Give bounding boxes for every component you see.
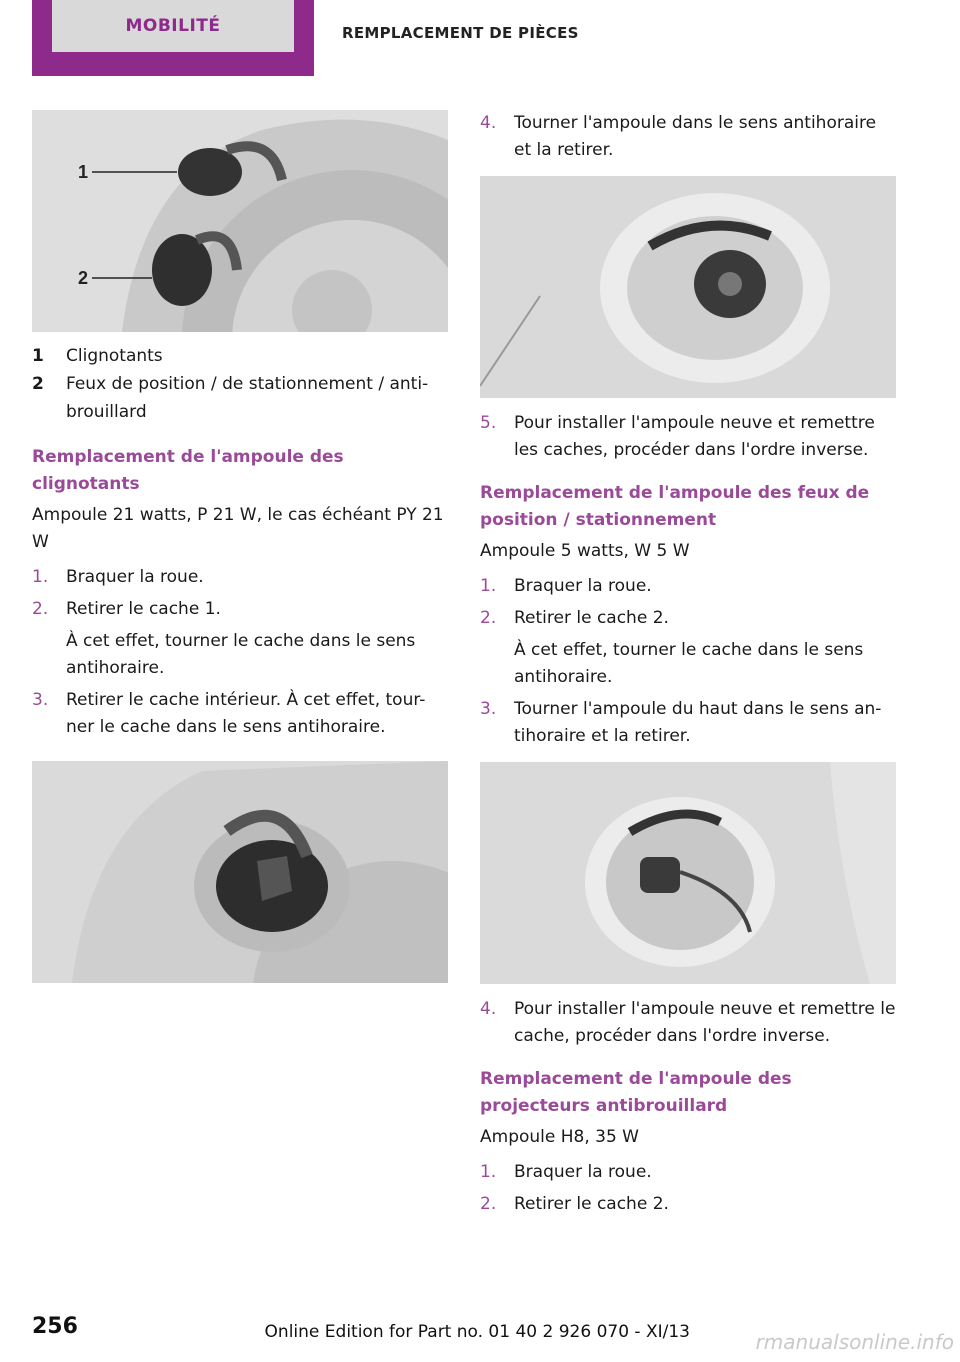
steps-clignotants — [32, 564, 448, 741]
heading-clignotants: Remplacement de l'ampoule des clignotants — [32, 447, 344, 494]
watermark: rmanualsonline.info — [755, 1330, 954, 1354]
left-column — [32, 110, 448, 983]
step-number: 1. — [480, 1162, 497, 1182]
step-text: Braquer la roue. — [514, 576, 652, 596]
figure-inner-cover — [32, 761, 448, 983]
right-column — [480, 110, 896, 1223]
legend-item — [32, 370, 448, 426]
step-text: Tourner l'ampoule dans le sens antihoraire et la retirer. — [514, 113, 877, 160]
legend-number: 1 — [32, 346, 44, 366]
step-text: Braquer la roue. — [66, 567, 204, 587]
legend-text: Feux de position / de stationnement / anti-brouillard — [66, 374, 429, 422]
inner-cover-illustration — [32, 761, 448, 983]
step-text: Tourner l'ampoule du haut dans le sens an-tihoraire et la retirer. — [514, 699, 882, 746]
step-number: 4. — [480, 113, 497, 133]
figure-legend — [32, 342, 448, 426]
bulb-info-clignotants: Ampoule 21 watts, P 21 W, le cas échéant PY 21 W — [32, 505, 444, 552]
legend-item — [32, 342, 448, 370]
figure-callout-1: 1 — [78, 162, 89, 182]
header-tab-inner — [52, 0, 294, 52]
page-number: 256 — [32, 1314, 78, 1339]
step-text: Retirer le cache 2. — [514, 608, 669, 628]
position-bulb-illustration — [480, 762, 896, 984]
edition-text: Online Edition for Part no. 01 40 2 926 070 - XI/13 — [264, 1322, 690, 1342]
step-number: 2. — [32, 599, 49, 619]
header-tab-label: MOBILITÉ — [125, 16, 221, 36]
step-number: 1. — [32, 567, 49, 587]
step-item — [480, 696, 896, 750]
step-number: 2. — [480, 1194, 497, 1214]
step-item — [480, 573, 896, 600]
legend-number: 2 — [32, 374, 44, 394]
step-text: Retirer le cache intérieur. À cet effet, tour-ner le cache dans le sens antihoraire. — [66, 690, 426, 737]
step-item — [480, 996, 896, 1050]
step-text: Pour installer l'ampoule neuve et remettre les caches, procéder dans l'ordre inverse. — [514, 413, 875, 460]
step-body — [514, 605, 896, 691]
bulb-info-antibrouillard: Ampoule H8, 35 W — [480, 1127, 639, 1147]
figure-wheel-covers — [32, 110, 448, 332]
step-number: 5. — [480, 413, 497, 433]
step-subtext: À cet effet, tourner le cache dans le sens antihoraire. — [514, 640, 864, 687]
step-body — [66, 596, 448, 682]
figure-callout-2: 2 — [78, 268, 89, 288]
steps-clignotants-continued — [480, 110, 896, 164]
steps-antibrouillard — [480, 1159, 896, 1218]
step-item — [480, 1159, 896, 1186]
steps-position-final — [480, 996, 896, 1050]
step-number: 2. — [480, 608, 497, 628]
bulb-info-position: Ampoule 5 watts, W 5 W — [480, 541, 690, 561]
step-item — [32, 596, 448, 682]
figure-bulb-removal — [480, 176, 896, 398]
heading-antibrouillard: Remplacement de l'ampoule des projecteurs antibrouillard — [480, 1069, 792, 1116]
step-subtext: À cet effet, tourner le cache dans le sens antihoraire. — [66, 631, 416, 678]
step-text: Retirer le cache 2. — [514, 1194, 669, 1214]
step-number: 3. — [480, 699, 497, 719]
step-number: 4. — [480, 999, 497, 1019]
step-text: Pour installer l'ampoule neuve et remettre le cache, procéder dans l'ordre inverse. — [514, 999, 896, 1046]
step-number: 1. — [480, 576, 497, 596]
steps-clignotants-final — [480, 410, 896, 464]
step-item — [480, 1191, 896, 1218]
steps-position — [480, 573, 896, 750]
section-title: REMPLACEMENT DE PIÈCES — [342, 24, 579, 42]
figure-position-bulb — [480, 762, 896, 984]
step-text: Braquer la roue. — [514, 1162, 652, 1182]
legend-text: Clignotants — [66, 346, 163, 366]
step-item — [480, 410, 896, 464]
step-item — [480, 605, 896, 691]
step-number: 3. — [32, 690, 49, 710]
header-tab — [32, 0, 314, 76]
step-item — [32, 564, 448, 591]
step-item — [32, 687, 448, 741]
bulb-removal-illustration — [480, 176, 896, 398]
step-text: Retirer le cache 1. — [66, 599, 221, 619]
wheel-covers-illustration — [32, 110, 448, 332]
heading-position: Remplacement de l'ampoule des feux de position / stationnement — [480, 483, 870, 530]
step-item — [480, 110, 896, 164]
